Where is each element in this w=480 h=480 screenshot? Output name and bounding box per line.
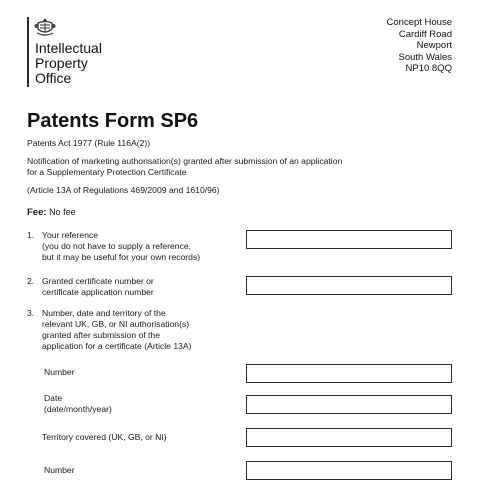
address-line: Concept House [386, 17, 452, 28]
label-line: Number, date and territory of the [42, 308, 166, 318]
label-line: Granted certificate number or [42, 276, 154, 286]
fee-label: Fee: [27, 207, 47, 218]
territory-label: Territory covered (UK, GB, or NI) [42, 432, 167, 442]
authorisation-date-field[interactable] [246, 395, 452, 414]
your-reference-field[interactable] [246, 230, 452, 249]
address-line: South Wales [398, 51, 452, 63]
certificate-number-field[interactable] [246, 276, 452, 295]
item-1-label [42, 230, 200, 263]
label-line: relevant UK, GB, or NI authorisation(s) [42, 319, 190, 329]
act-reference: Patents Act 1977 (Rule 116A(2)) [27, 138, 151, 148]
item-2-label [42, 276, 154, 298]
item-number: 3. [27, 308, 35, 318]
address-line: NP10 8QQ [405, 63, 452, 74]
address-line: Cardiff Road [398, 28, 452, 40]
article-reference: (Article 13A of Regulations 469/2009 and 1610/96) [27, 185, 220, 195]
notification-text [27, 156, 342, 178]
label-line: granted after submission of the [42, 330, 160, 340]
number-label: Number [44, 367, 75, 377]
notification-line: Notification of marketing authorisation(s) granted after submission of an application [27, 156, 343, 166]
label-line: (you do not have to supply a reference, [42, 241, 192, 251]
org-line: Intellectual [35, 40, 102, 56]
org-line: Property [35, 55, 88, 71]
item-number: 2. [27, 276, 35, 286]
royal-crest-icon [34, 17, 56, 37]
authorisation-number-field-2[interactable] [246, 461, 452, 480]
number-label: Number [44, 465, 75, 475]
organisation-name [35, 41, 102, 86]
label-line: certificate application number [42, 287, 154, 297]
fee-value: No fee [49, 207, 76, 217]
label-line: but it may be useful for your own records) [42, 252, 201, 262]
logo-divider [27, 17, 29, 87]
label-line: Date [44, 393, 63, 403]
office-address [387, 17, 452, 75]
label-line: (date/month/year) [44, 404, 112, 414]
authorisation-number-field[interactable] [246, 364, 452, 383]
address-line: Newport [416, 40, 452, 51]
item-3-label [42, 308, 192, 352]
fee-line [27, 207, 76, 218]
date-label [44, 393, 112, 415]
notification-line: for a Supplementary Protection Certificate [27, 167, 187, 177]
form-title: Patents Form SP6 [27, 110, 199, 132]
org-line: Office [35, 70, 72, 86]
item-number: 1. [27, 230, 35, 240]
label-line: Your reference [42, 230, 99, 240]
label-line: application for a certificate (Article 13A) [42, 341, 192, 351]
territory-field[interactable] [246, 428, 452, 447]
